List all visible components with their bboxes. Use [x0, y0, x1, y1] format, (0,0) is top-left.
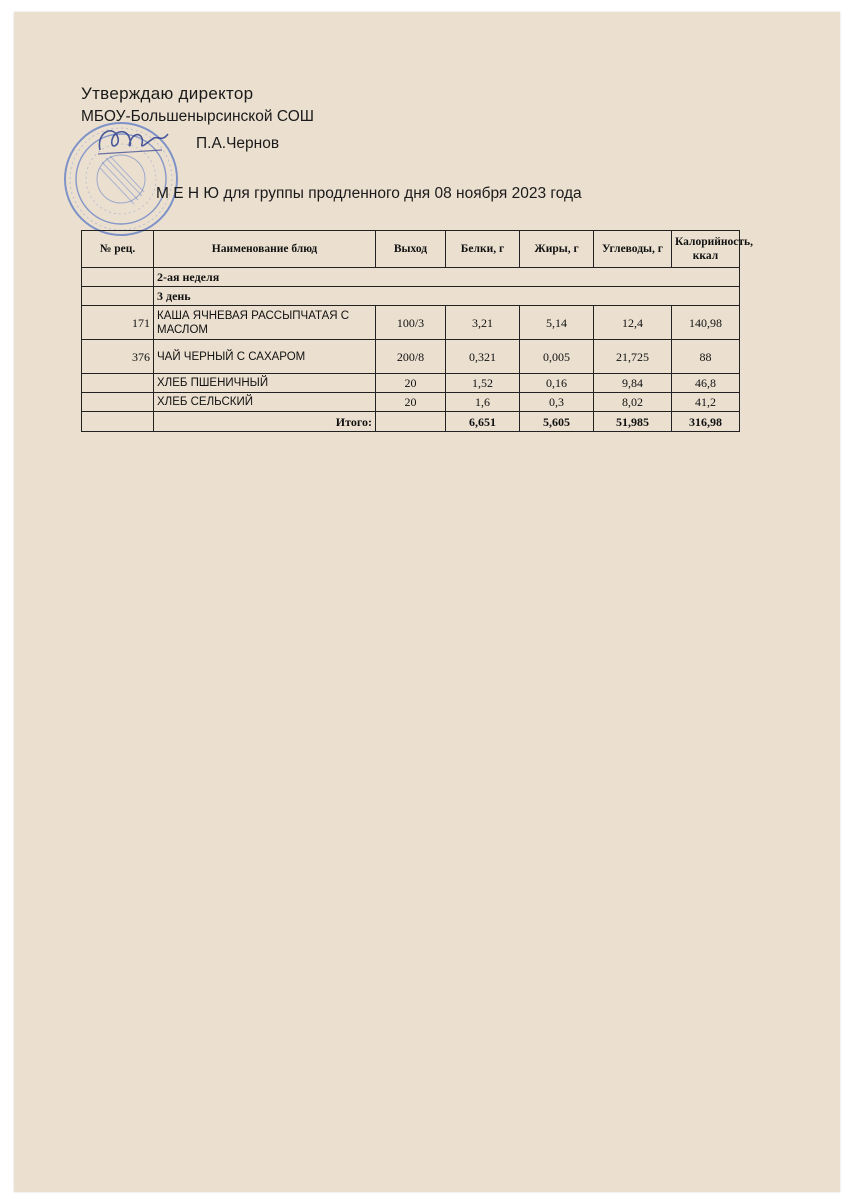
dish-fat: 0,3: [520, 393, 594, 412]
table-row: [82, 306, 740, 340]
table-row: [82, 374, 740, 393]
recipe-number: [82, 374, 154, 393]
school-name: МБОУ-Большенырсинской СОШ: [81, 108, 314, 125]
dish-protein: 0,321: [446, 340, 520, 374]
empty-cell: [82, 412, 154, 432]
total-kcal: 316,98: [672, 412, 740, 432]
dish-output: 200/8: [376, 340, 446, 374]
dish-output: 20: [376, 374, 446, 393]
table-row: [82, 340, 740, 374]
week-row: [82, 268, 740, 287]
dish-output: 100/3: [376, 306, 446, 340]
col-header-output: Выход: [376, 231, 446, 268]
signature-icon: [92, 120, 172, 162]
col-header-carbs: Углеводы, г: [594, 231, 672, 268]
total-fat: 5,605: [520, 412, 594, 432]
total-protein: 6,651: [446, 412, 520, 432]
dish-fat: 5,14: [520, 306, 594, 340]
recipe-number: 376: [82, 340, 154, 374]
approval-line: Утверждаю директор: [81, 84, 254, 103]
recipe-number: 171: [82, 306, 154, 340]
total-row: [82, 412, 740, 432]
dish-output: 20: [376, 393, 446, 412]
table-row: [82, 393, 740, 412]
director-name: П.А.Чернов: [196, 135, 280, 152]
dish-kcal: 41,2: [672, 393, 740, 412]
dish-kcal: 46,8: [672, 374, 740, 393]
dish-fat: 0,005: [520, 340, 594, 374]
dish-protein: 1,52: [446, 374, 520, 393]
empty-cell: [376, 412, 446, 432]
col-header-fat: Жиры, г: [520, 231, 594, 268]
recipe-number: [82, 393, 154, 412]
day-label: 3 день: [154, 287, 740, 306]
col-header-dish: Наименование блюд: [154, 231, 376, 268]
dish-carbs: 21,725: [594, 340, 672, 374]
dish-name: ХЛЕБ ПШЕНИЧНЫЙ: [154, 374, 376, 393]
dish-kcal: 140,98: [672, 306, 740, 340]
dish-carbs: 9,84: [594, 374, 672, 393]
total-carbs: 51,985: [594, 412, 672, 432]
table-header-row: [82, 231, 740, 268]
dish-name: КАША ЯЧНЕВАЯ РАССЫПЧАТАЯ С МАСЛОМ: [154, 306, 376, 340]
col-header-kcal: Калорийность, ккал: [672, 231, 740, 268]
dish-fat: 0,16: [520, 374, 594, 393]
dish-carbs: 8,02: [594, 393, 672, 412]
dish-protein: 1,6: [446, 393, 520, 412]
menu-title: М Е Н Ю для группы продленного дня 08 ноября 2023 года: [156, 185, 582, 202]
empty-cell: [82, 287, 154, 306]
menu-table: [81, 230, 753, 432]
dish-kcal: 88: [672, 340, 740, 374]
dish-name: ХЛЕБ СЕЛЬСКИЙ: [154, 393, 376, 412]
empty-cell: [82, 268, 154, 287]
total-label: Итого:: [154, 412, 376, 432]
week-label: 2-ая неделя: [154, 268, 740, 287]
col-header-recipe: № рец.: [82, 231, 154, 268]
dish-name: ЧАЙ ЧЕРНЫЙ С САХАРОМ: [154, 340, 376, 374]
dish-protein: 3,21: [446, 306, 520, 340]
col-header-protein: Белки, г: [446, 231, 520, 268]
day-row: [82, 287, 740, 306]
dish-carbs: 12,4: [594, 306, 672, 340]
